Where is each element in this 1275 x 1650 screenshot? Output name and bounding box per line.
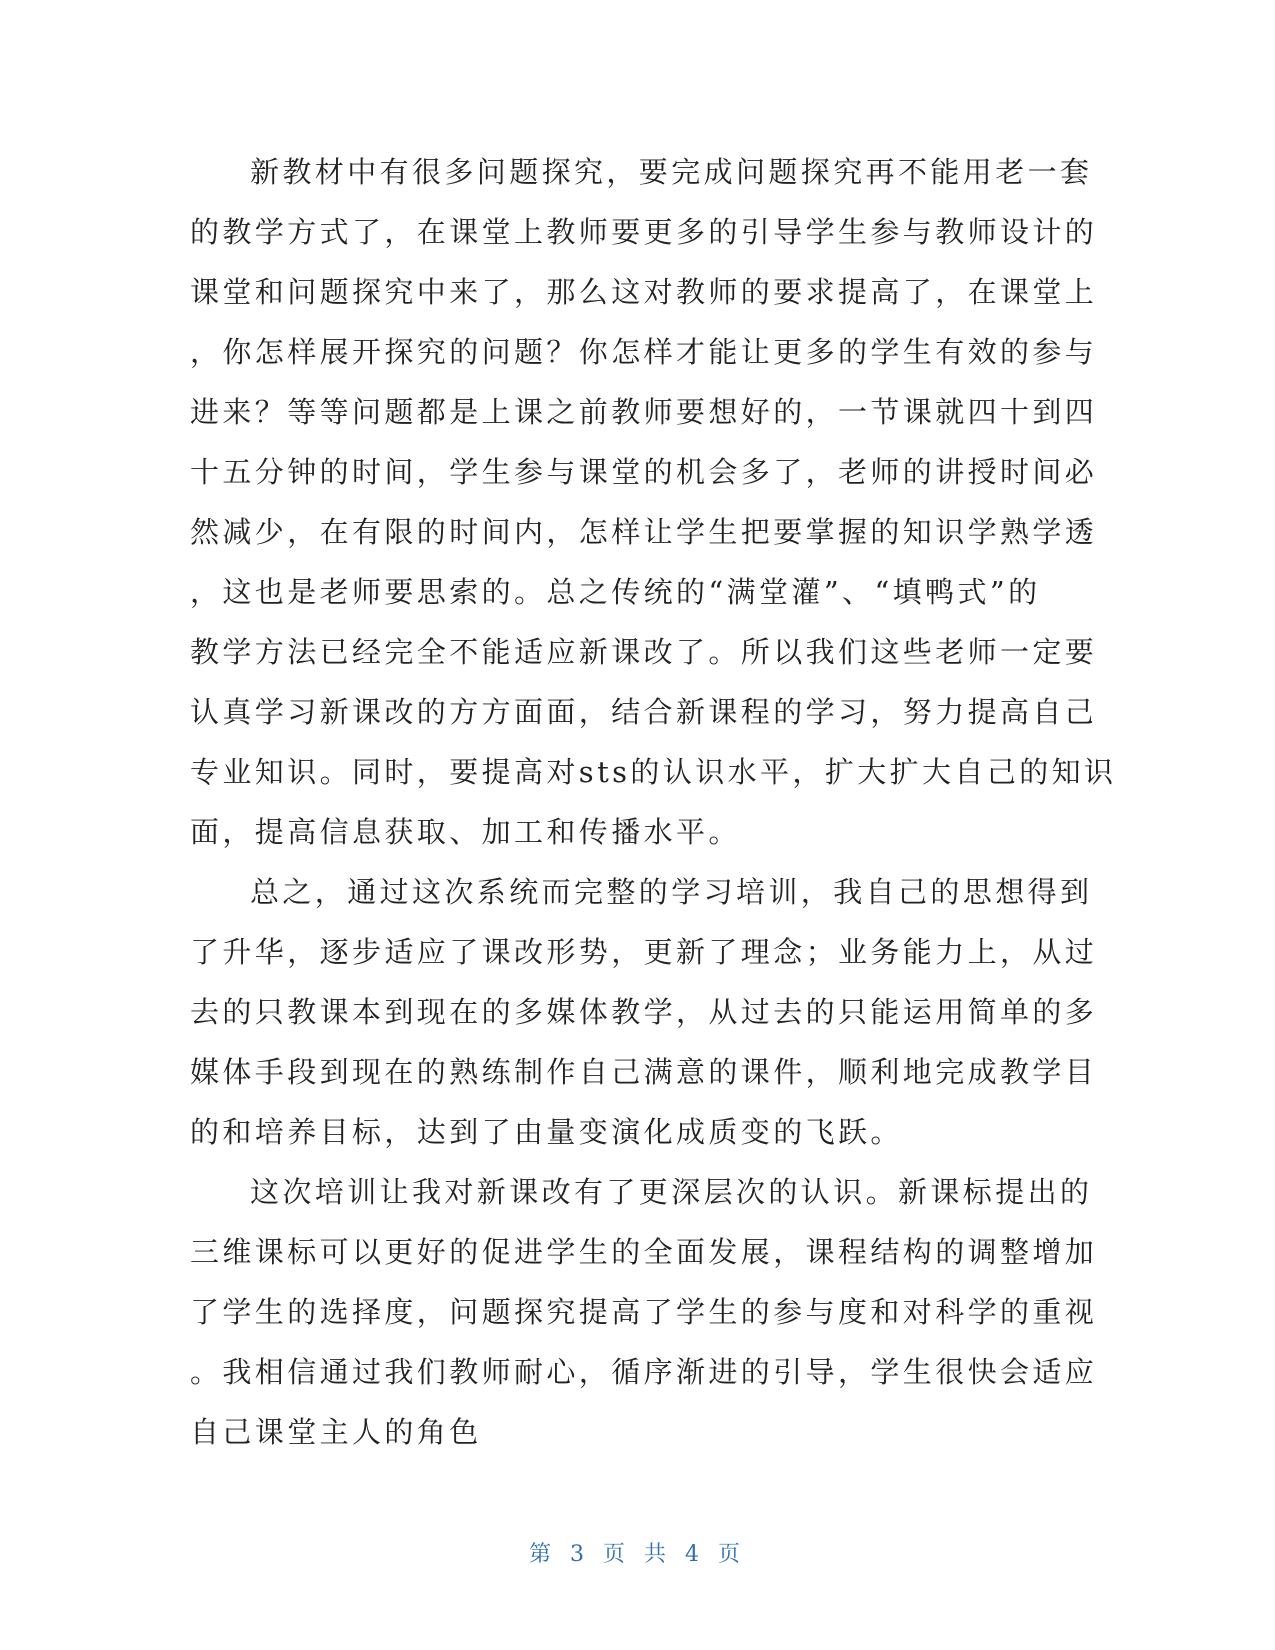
paragraph-line: 的教学方式了，在课堂上教师要更多的引导学生参与教师设计的 bbox=[190, 215, 1098, 249]
paragraph-line: 课堂和问题探究中来了，那么这对教师的要求提高了，在课堂上 bbox=[190, 275, 1098, 309]
paragraph-line: ，你怎样展开探究的问题？你怎样才能让更多的学生有效的参与 bbox=[190, 335, 1098, 369]
paragraph-line: 十五分钟的时间，学生参与课堂的机会多了，老师的讲授时间必 bbox=[190, 455, 1098, 489]
paragraph-line: 。我相信通过我们教师耐心，循序渐进的引导，学生很快会适应 bbox=[190, 1355, 1098, 1389]
paragraph-line: 媒体手段到现在的熟练制作自己满意的课件，顺利地完成教学目 bbox=[190, 1055, 1098, 1089]
paragraph-line: 的和培养目标，达到了由量变演化成质变的飞跃。 bbox=[190, 1115, 903, 1149]
paragraph-line: 这次培训让我对新课改有了更深层次的认识。新课标提出的 bbox=[250, 1175, 1093, 1209]
paragraph-line: 面，提高信息获取、加工和传播水平。 bbox=[190, 815, 741, 849]
paragraph-line: 了学生的选择度，问题探究提高了学生的参与度和对科学的重视 bbox=[190, 1295, 1098, 1329]
paragraph-line: 去的只教课本到现在的多媒体教学，从过去的只能运用简单的多 bbox=[190, 995, 1098, 1029]
paragraph-line: 专业知识。同时，要提高对sts的认识水平，扩大扩大自己的知识 bbox=[190, 755, 1117, 789]
paragraph-line: ，这也是老师要思索的。总之传统的“满堂灌”、“填鸭式”的 bbox=[190, 575, 1041, 609]
paragraph-line: 认真学习新课改的方方面面，结合新课程的学习，努力提高自己 bbox=[190, 695, 1098, 729]
paragraph-line: 总之，通过这次系统而完整的学习培训，我自己的思想得到 bbox=[250, 875, 1093, 909]
page-number-footer: 第 3 页 共 4 页 bbox=[529, 1542, 746, 1567]
paragraph-line: 然减少，在有限的时间内，怎样让学生把要掌握的知识学熟学透 bbox=[190, 515, 1098, 549]
document-body bbox=[190, 142, 1117, 1462]
paragraph-line: 三维课标可以更好的促进学生的全面发展，课程结构的调整增加 bbox=[190, 1235, 1098, 1269]
paragraph-line: 教学方法已经完全不能适应新课改了。所以我们这些老师一定要 bbox=[190, 635, 1098, 669]
paragraph-line: 进来？等等问题都是上课之前教师要想好的，一节课就四十到四 bbox=[190, 395, 1098, 429]
paragraph-line: 自己课堂主人的角色 bbox=[190, 1415, 482, 1449]
paragraph-line: 新教材中有很多问题探究，要完成问题探究再不能用老一套 bbox=[250, 155, 1093, 189]
paragraph-line: 了升华，逐步适应了课改形势，更新了理念；业务能力上，从过 bbox=[190, 935, 1098, 969]
